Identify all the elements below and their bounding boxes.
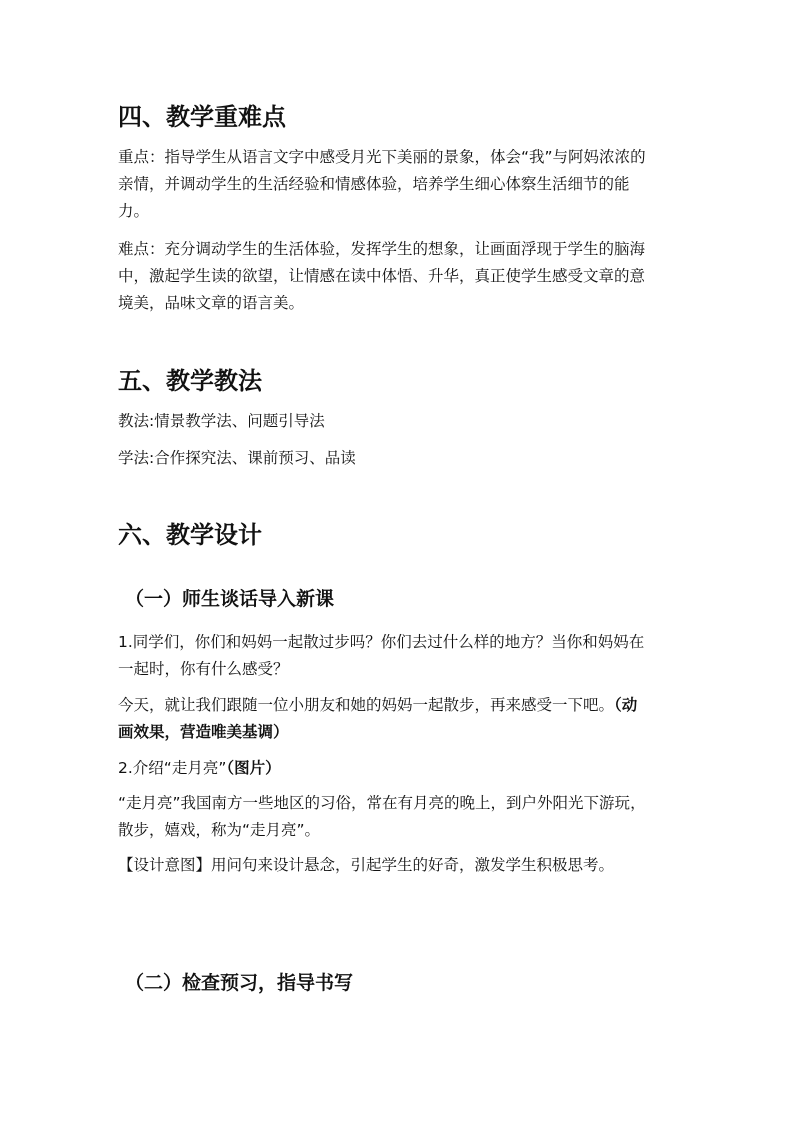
subsection-heading-2: （二）检查预习，指导书写 <box>125 972 354 994</box>
text-line <box>118 719 680 746</box>
text-line: 重点：指导学生从语言文字中感受月光下美丽的景象，体会“我”与阿妈浓浓的 <box>118 148 646 166</box>
today-note-end: 画效果，营造唯美基调） <box>118 723 289 741</box>
design-intent: 【设计意图】用问句来设计悬念，引起学生的好奇，激发学生积极思考。 <box>118 856 615 874</box>
key-points-paragraph <box>118 144 680 225</box>
text-line: 散步，嬉戏，称为“走月亮”。 <box>118 821 321 839</box>
section-heading-5: 五、教学教法 <box>118 367 262 395</box>
intro-note: （图片） <box>226 759 281 777</box>
section-heading-6: 六、教学设计 <box>118 521 262 549</box>
section-heading-4: 四、教学重难点 <box>118 103 286 131</box>
text-line: 难点：充分调动学生的生活体验，发挥学生的想象，让画面浮现于学生的脑海 <box>118 240 646 258</box>
subsection-heading-1: （一）师生谈话导入新课 <box>125 588 335 610</box>
teaching-method: 教法:情景教学法、问题引导法 <box>118 412 325 430</box>
learning-method: 学法:合作探究法、课前预习、品读 <box>118 449 356 467</box>
text-line: “走月亮”我国南方一些地区的习俗，常在有月亮的晚上，到户外阳光下游玩， <box>118 794 646 812</box>
explain-paragraph <box>118 790 680 844</box>
difficult-points-paragraph <box>118 236 680 317</box>
text-line: 中，激起学生读的欲望，让情感在读中体悟、升华，真正使学生感受文章的意 <box>118 267 646 285</box>
today-text: 今天，就让我们跟随一位小朋友和她的妈妈一起散步，再来感受一下吧。 <box>118 696 615 714</box>
question-paragraph <box>118 629 680 683</box>
text-line: 力。 <box>118 202 150 220</box>
text-line <box>118 692 680 719</box>
text-line: 一起时，你有什么感受？ <box>118 660 289 678</box>
today-note-start: （动 <box>614 696 638 714</box>
today-paragraph <box>118 692 680 746</box>
text-line: 亲情，并调动学生的生活经验和情感体验，培养学生细心体察生活细节的能 <box>118 175 630 193</box>
intro-line <box>118 755 680 782</box>
text-line: 1.同学们，你们和妈妈一起散过步吗？你们去过什么样的地方？当你和妈妈在 <box>118 633 645 651</box>
text-line: 境美，品味文章的语言美。 <box>118 294 305 312</box>
intro-text: 2.介绍“走月亮” <box>118 759 227 777</box>
